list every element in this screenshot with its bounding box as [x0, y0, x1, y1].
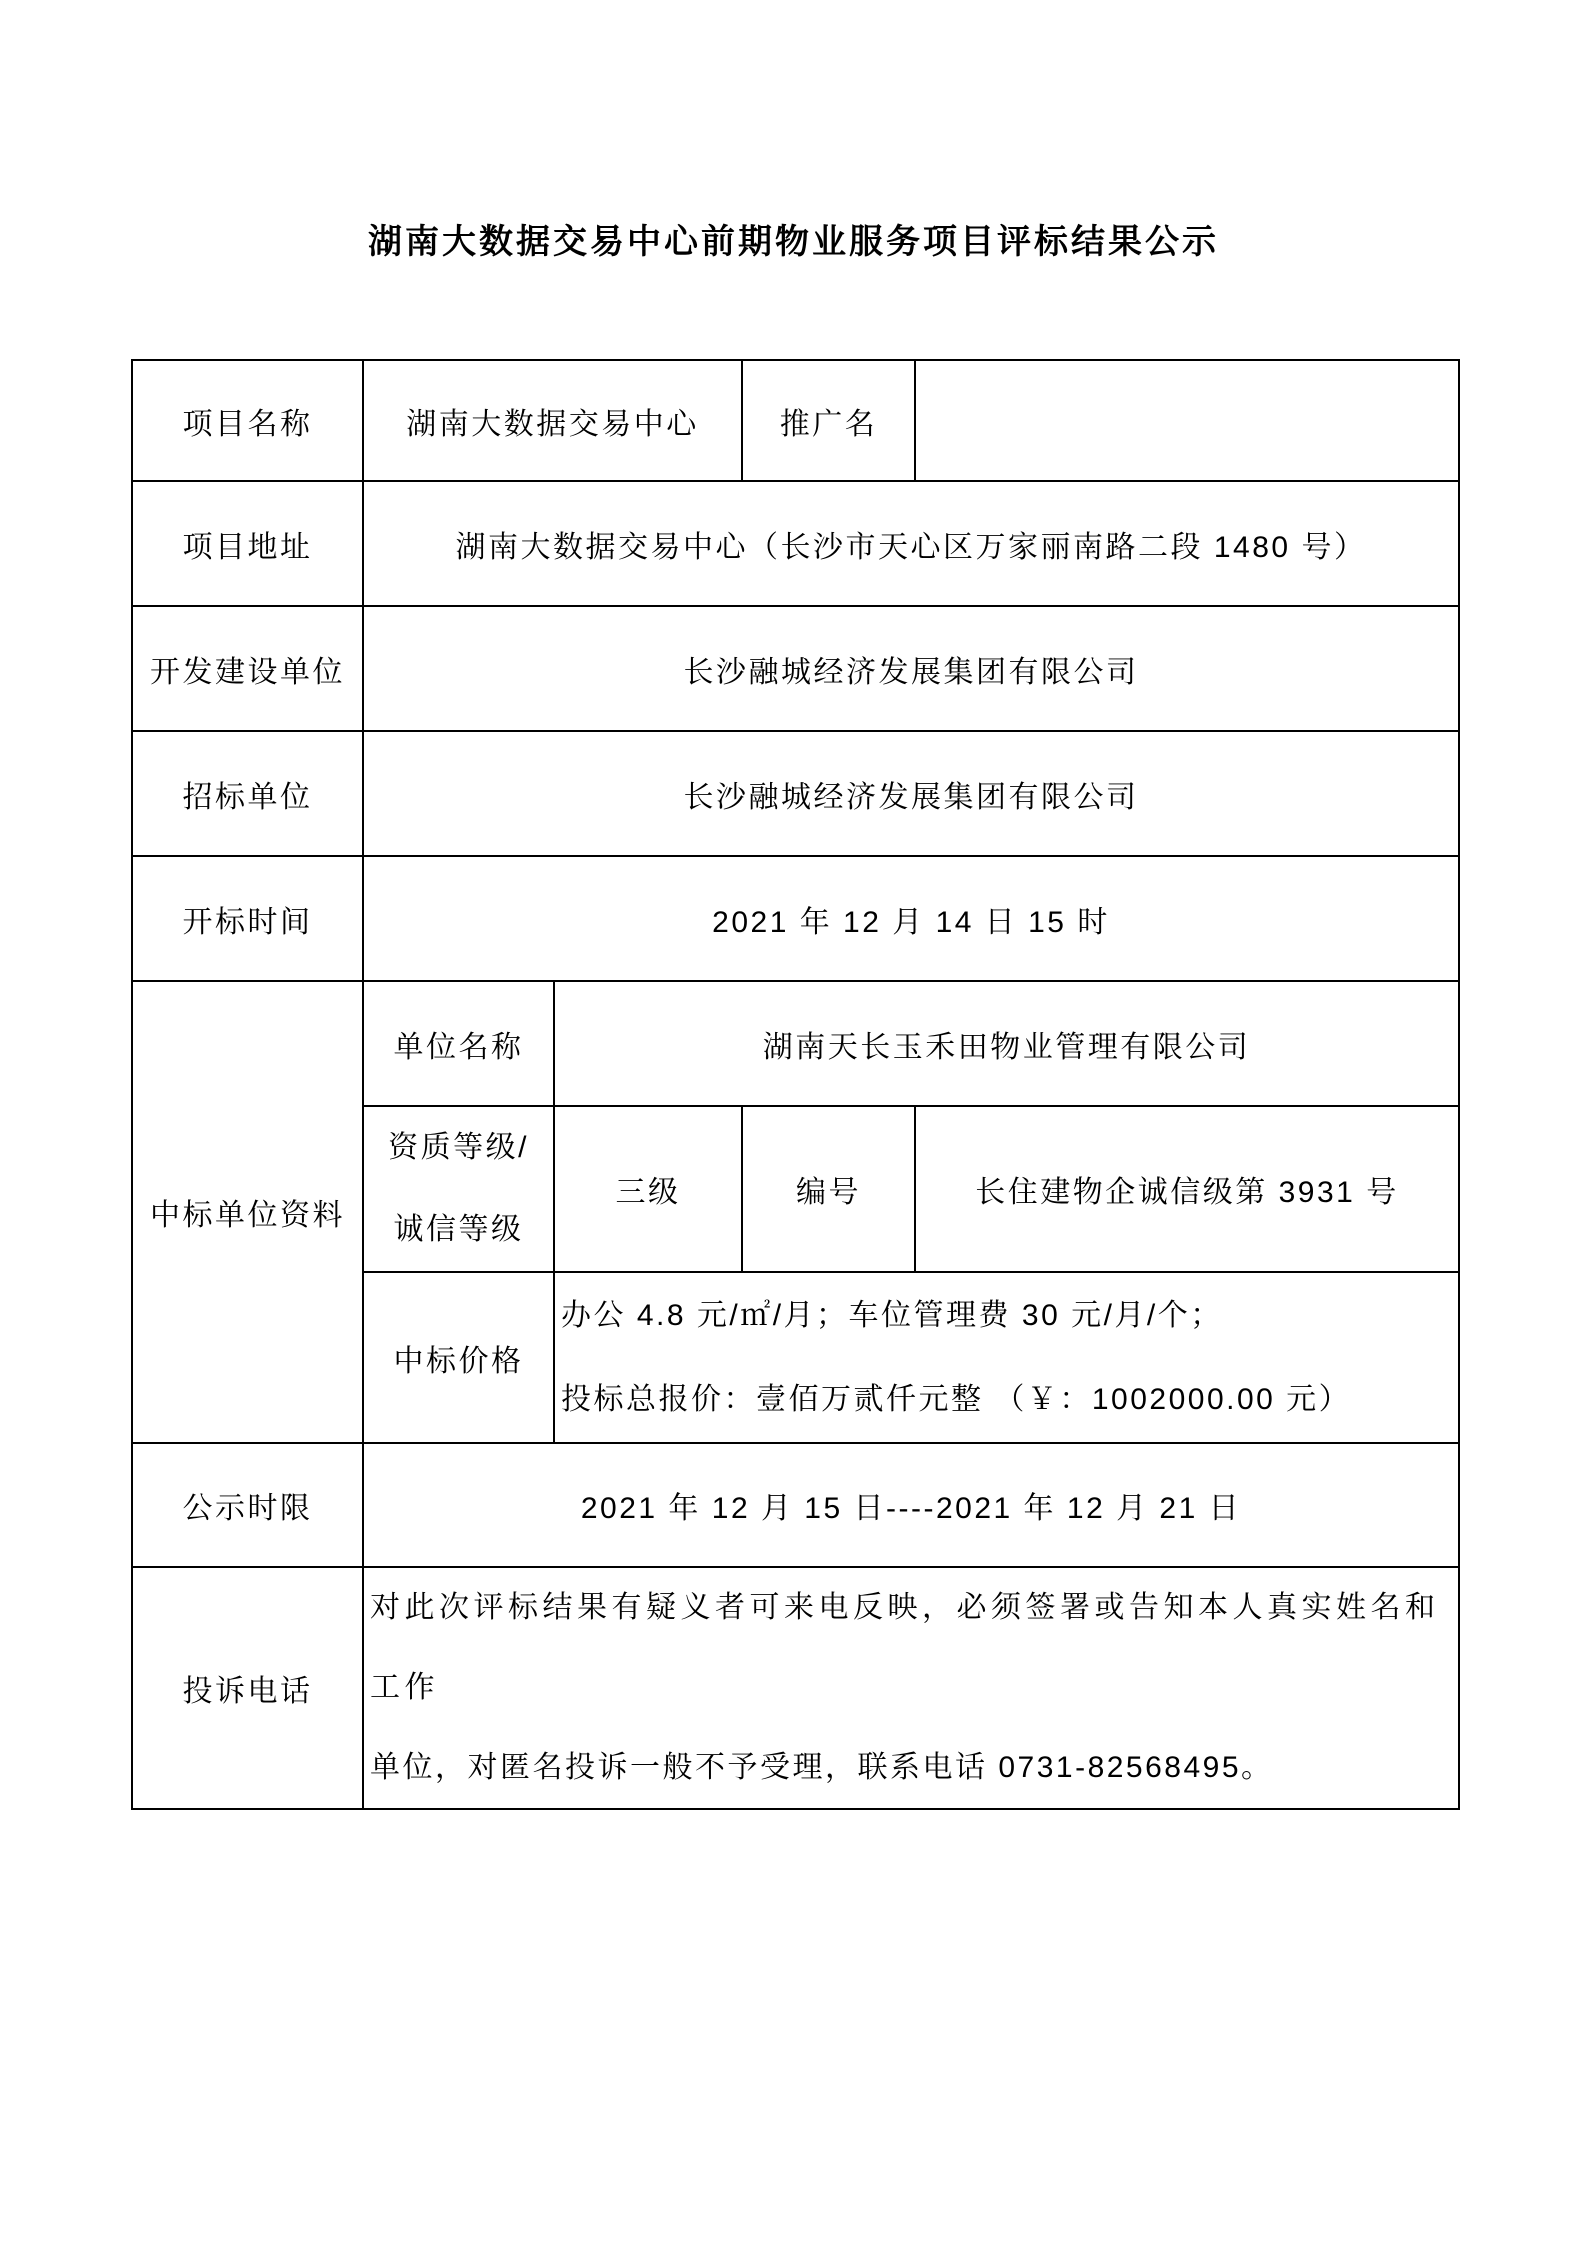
- project-name-value: 湖南大数据交易中心: [363, 360, 742, 481]
- row-tender-unit: [132, 731, 1459, 856]
- bid-result-table: [131, 359, 1460, 1810]
- bid-open-time-value: 2021 年 12 月 14 日 15 时: [363, 856, 1459, 981]
- tender-unit-label: 招标单位: [132, 731, 363, 856]
- winner-price-line1: 办公 4.8 元/㎡/月；车位管理费 30 元/月/个；: [561, 1298, 1223, 1332]
- developer-value: 长沙融城经济发展集团有限公司: [363, 606, 1459, 731]
- row-bid-open-time: [132, 856, 1459, 981]
- project-name-label: 项目名称: [132, 360, 363, 481]
- bid-open-time-label: 开标时间: [132, 856, 363, 981]
- winner-unit-name-label: 单位名称: [363, 981, 554, 1106]
- promo-name-value: [915, 360, 1459, 481]
- complaint-phone-line1: 对此次评标结果有疑义者可来电反映，必须签署或告知本人真实姓名和工作: [370, 1591, 1440, 1704]
- complaint-phone-label: 投诉电话: [132, 1567, 363, 1809]
- winner-section-label: 中标单位资料: [132, 981, 363, 1443]
- row-project-name: [132, 360, 1459, 481]
- row-complaint-phone: [132, 1567, 1459, 1809]
- page-title: 湖南大数据交易中心前期物业服务项目评标结果公示: [368, 223, 1219, 261]
- winner-unit-name-value: 湖南天长玉禾田物业管理有限公司: [554, 981, 1459, 1106]
- row-project-address: [132, 481, 1459, 606]
- developer-label: 开发建设单位: [132, 606, 363, 731]
- publicity-period-value: 2021 年 12 月 15 日----2021 年 12 月 21 日: [363, 1443, 1459, 1567]
- winner-grade-label-line1: 资质等级/: [388, 1131, 529, 1164]
- winner-grade-value: 三级: [554, 1106, 742, 1272]
- winner-price-value: [554, 1272, 1459, 1443]
- project-address-label: 项目地址: [132, 481, 363, 606]
- publicity-period-label: 公示时限: [132, 1443, 363, 1567]
- row-winner-unit-name: [132, 981, 1459, 1106]
- winner-price-label: 中标价格: [363, 1272, 554, 1443]
- winner-grade-label: [363, 1106, 554, 1272]
- winner-price-line2: 投标总报价：壹佰万贰仟元整 （￥：1002000.00 元）: [561, 1382, 1352, 1416]
- tender-unit-value: 长沙融城经济发展集团有限公司: [363, 731, 1459, 856]
- promo-name-label: 推广名: [742, 360, 915, 481]
- winner-grade-label-line2: 诚信等级: [393, 1213, 524, 1246]
- project-address-value: 湖南大数据交易中心（长沙市天心区万家丽南路二段 1480 号）: [363, 481, 1459, 606]
- row-publicity-period: [132, 1443, 1459, 1567]
- row-developer: [132, 606, 1459, 731]
- winner-number-label: 编号: [742, 1106, 915, 1272]
- complaint-phone-value: [363, 1567, 1459, 1809]
- complaint-phone-line2: 单位，对匿名投诉一般不予受理，联系电话 0731-82568495。: [370, 1751, 1274, 1784]
- winner-number-value: 长住建物企诚信级第 3931 号: [915, 1106, 1459, 1272]
